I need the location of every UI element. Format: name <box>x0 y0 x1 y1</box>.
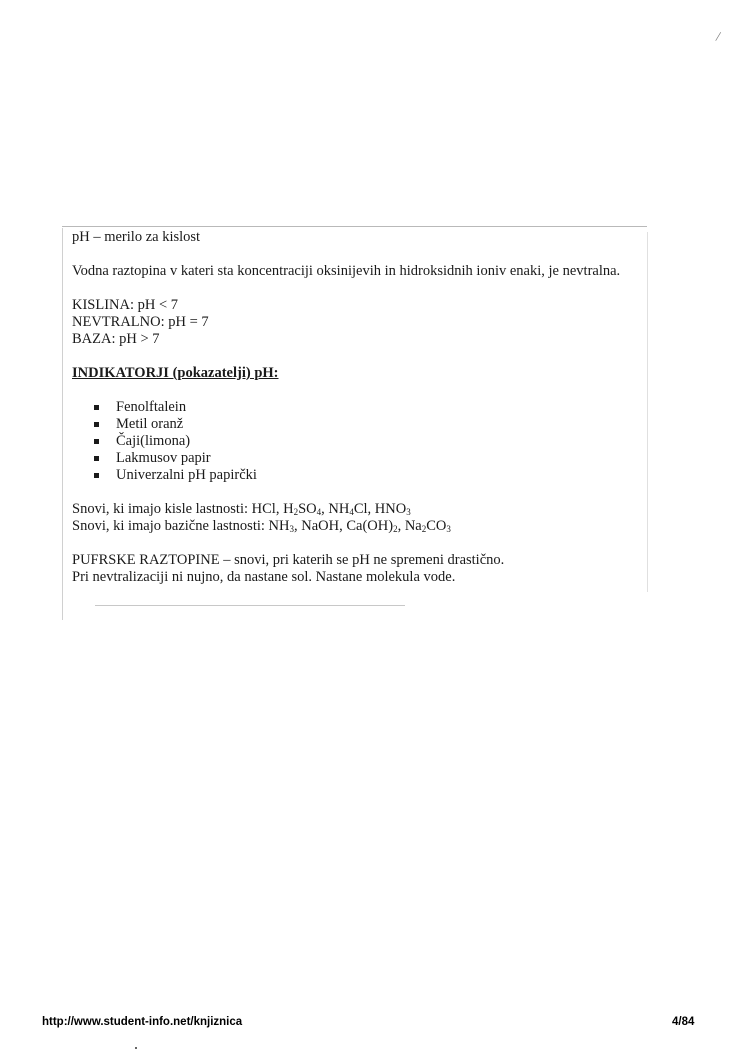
formula-hno3: HNO <box>374 501 407 517</box>
bullet-icon <box>94 439 99 444</box>
formula-hno3-sub: 3 <box>406 507 411 517</box>
footer-page-number: 4/84 <box>672 1016 695 1028</box>
document-content <box>72 229 642 586</box>
formula-nh4cl-cl: Cl <box>353 501 368 517</box>
formula-naoh: NaOH <box>301 518 340 534</box>
formula-caoh2-sub: 2 <box>393 524 398 534</box>
formula-h2so4-h: H <box>283 501 294 517</box>
indicator-label: Univerzalni pH papirčki <box>116 467 257 483</box>
indicator-label: Čaji(limona) <box>116 433 191 449</box>
substances-block <box>72 501 642 535</box>
indicator-label: Lakmusov papir <box>116 450 211 466</box>
frame-right-line <box>647 232 648 592</box>
bullet-icon <box>94 473 99 478</box>
formula-h2so4-sub1: 2 <box>293 507 299 517</box>
ph-acid-line: KISLINA: pH < 7 <box>72 297 179 313</box>
formula-nh3-sub: 3 <box>289 524 294 534</box>
formula-hcl: HCl <box>251 501 276 517</box>
corner-pen-mark: / <box>714 29 722 46</box>
indicator-label: Metil oranž <box>116 416 184 432</box>
ph-neutral-line: NEVTRALNO: pH = 7 <box>72 314 209 330</box>
bullet-icon <box>94 456 99 461</box>
buffers-line: PUFRSKE RAZTOPINE – snovi, pri katerih se pH ne spremeni drastično. <box>72 552 505 568</box>
formula-nh4cl-sub: 4 <box>349 507 354 517</box>
formula-nh3: NH <box>268 518 290 534</box>
indicators-list <box>72 399 642 484</box>
formula-na2co3-sub1: 2 <box>421 524 427 534</box>
formula-h2so4-sub2: 4 <box>316 507 322 517</box>
formula-na2co3-sub2: 3 <box>446 524 451 534</box>
neutralization-line: Pri nevtralizaciji ni nujno, da nastane sol. Nastane molekula vode. <box>72 569 456 585</box>
bases-prefix: Snovi, ki imajo bazične lastnosti: <box>72 518 269 534</box>
frame-left-line <box>62 228 63 620</box>
list-item <box>94 399 642 416</box>
formula-na2co3-na: Na <box>404 518 422 534</box>
list-item <box>94 416 642 433</box>
formula-nh4cl-nh: NH <box>328 501 350 517</box>
list-item <box>94 467 642 484</box>
ph-base-line: BAZA: pH > 7 <box>72 331 160 347</box>
bases-line: Snovi, ki imajo bazične lastnosti: $NH_3$, NaOH, $Ca(OH)_2$, $Na_2CO_3$ <box>72 518 451 534</box>
footer-url-link[interactable]: http://www.student-info.net/knjiznica <box>42 1016 243 1028</box>
scan-dot <box>135 1047 137 1049</box>
bullet-icon <box>94 405 99 410</box>
frame-top-line <box>62 226 647 227</box>
formula-na2co3-co: CO <box>426 518 447 534</box>
bullet-icon <box>94 422 99 427</box>
acids-line: Snovi, ki imajo kisle lastnosti: HCl, $H_2SO_4$, $NH_4Cl$, $HNO_3$ <box>72 501 411 517</box>
section-title: pH – merilo za kislost <box>72 229 201 245</box>
indicators-heading: INDIKATORJI (pokazatelji) pH: <box>72 365 279 381</box>
acids-prefix: Snovi, ki imajo kisle lastnosti: <box>72 501 252 517</box>
formula-h2so4-so: SO <box>298 501 317 517</box>
frame-bottom-line <box>95 605 405 606</box>
neutral-definition: Vodna raztopina v kateri sta koncentraciji oksinijevih in hidroksidnih ioniv enaki, je nevtralna. <box>72 263 621 279</box>
formula-caoh2: Ca(OH) <box>346 518 394 534</box>
ph-scale-list <box>72 297 642 348</box>
indicator-label: Fenolftalein <box>116 399 187 415</box>
list-item <box>94 433 642 450</box>
list-item <box>94 450 642 467</box>
